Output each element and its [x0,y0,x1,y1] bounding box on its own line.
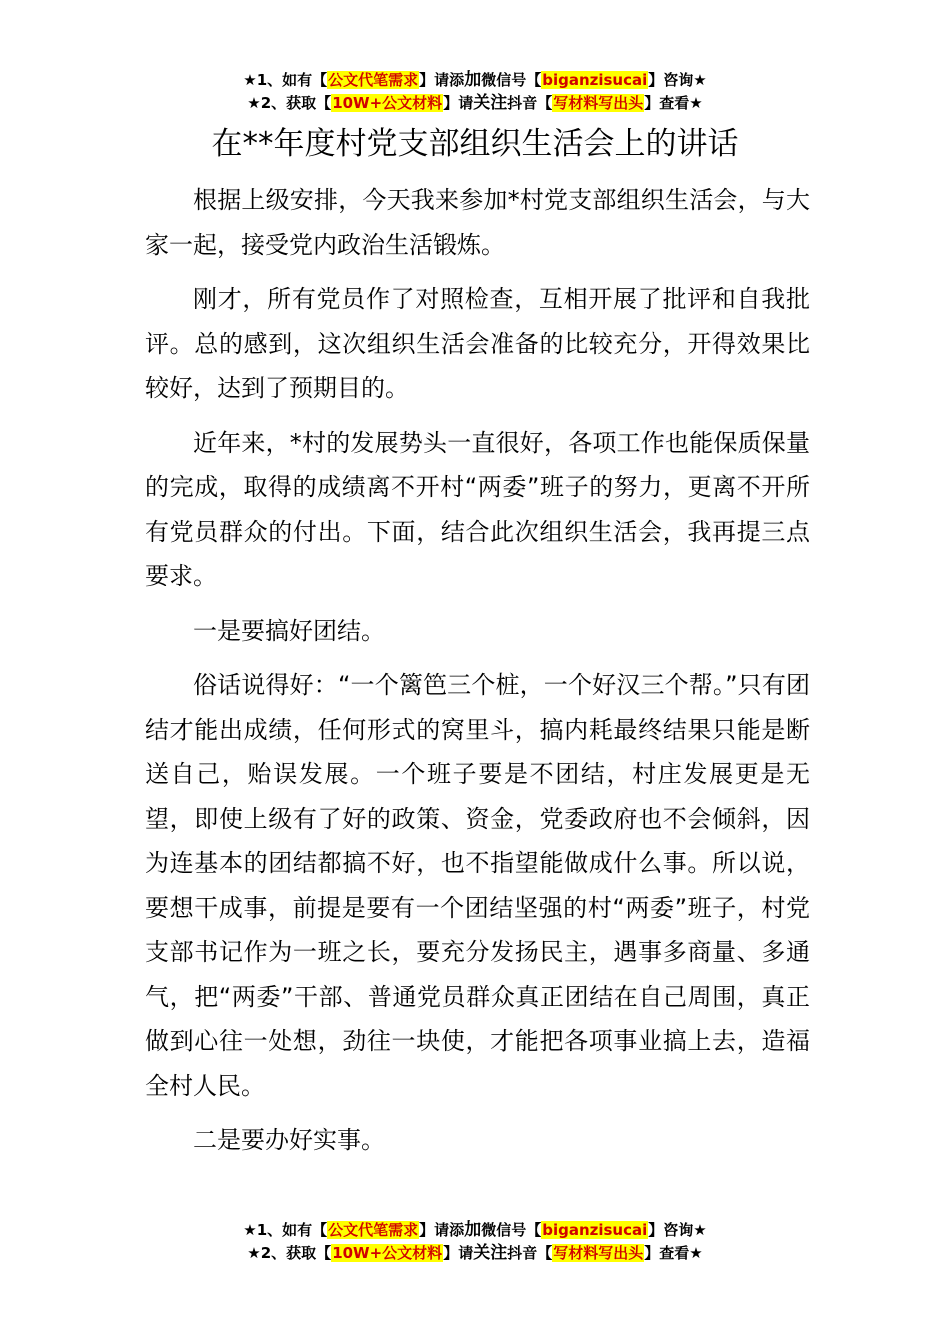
highlight-douyin-account: 写材料写出头 [553,1244,644,1262]
banner-line-2 [0,92,950,115]
highlight-materials: 10W+公文材料 [332,94,443,112]
banner-text: 抖音【 [507,94,553,112]
document-body [145,178,810,1173]
banner-emphasis: 加 [464,70,482,90]
banner-line-1 [0,1219,950,1242]
banner-text: 】请添 [419,71,465,89]
banner-text: 抖音【 [507,1244,553,1262]
banner-text: 】请 [443,94,474,112]
banner-text: 】请 [443,1244,474,1262]
banner-text: 微信号【 [481,1221,542,1239]
highlight-wechat-id: biganzisucai [542,71,648,89]
banner-text: ★2、获取【 [247,94,332,112]
highlight-service: 公文代笔需求 [328,71,419,89]
banner-text: ★1、如有【 [243,71,328,89]
section-heading: 一是要搞好团结。 [193,616,385,645]
section-heading: 二是要办好实事。 [193,1126,385,1154]
banner-text: ★1、如有【 [243,1221,328,1239]
banner-text: ★2、获取【 [247,1244,332,1262]
banner-text: 】请添 [419,1221,465,1239]
document-title: 在**年度村党支部组织生活会上的讲话 [211,126,739,162]
banner-text: 】咨询★ [648,1221,707,1239]
highlight-douyin-account: 写材料写出头 [553,94,644,112]
paragraph: 近年来，*村的发展势头一直很好，各项工作也能保质保量的完成，取得的成绩离不开村“两委”班子的努力，更离不开所有党员群众的付出。下面，结合此次组织生活会，我再提三点要求。 [145,428,810,590]
banner-emphasis: 关注 [473,93,508,113]
highlight-service: 公文代笔需求 [328,1221,419,1239]
paragraph: 刚才，所有党员作了对照检查，互相开展了批评和自我批评。总的感到，这次组织生活会准备的比较充分，开得效果比较好，达到了预期目的。 [145,285,810,402]
highlight-wechat-id: biganzisucai [542,1221,648,1239]
banner-line-2 [0,1242,950,1265]
footer-banner [0,1219,950,1265]
banner-text: 】查看★ [644,94,703,112]
banner-text: 微信号【 [481,71,542,89]
banner-line-1 [0,69,950,92]
paragraph: 俗话说得好：“一个篱笆三个桩，一个好汉三个帮。”只有团结才能出成绩，任何形式的窝里斗，搞内耗最终结果只能是断送自己，贻误发展。一个班子要是不团结，村庄发展更是无望，即使上级有了好的政策、资金，党委政府也不会倾斜，因为连基本的团结都搞不好，也不指望能做成什么事。所以说，要想干成事，前提是要有一个团结坚强的村“两委”班子，村党支部书记作为一班之长，要充分发扬民主，遇事多商量、多通气，把“两委”干部、普通党员群众真正团结在自己周围，真正做到心往一处想，劲往一块使，才能把各项事业搞上去，造福全村人民。 [145,671,810,1100]
header-banner [0,69,950,115]
banner-text: 】查看★ [644,1244,703,1262]
banner-emphasis: 关注 [473,1243,508,1263]
banner-emphasis: 加 [464,1220,482,1240]
banner-text: 】咨询★ [648,71,707,89]
highlight-materials: 10W+公文材料 [332,1244,443,1262]
paragraph: 根据上级安排，今天我来参加*村党支部组织生活会，与大家一起，接受党内政治生活锻炼。 [145,186,810,259]
